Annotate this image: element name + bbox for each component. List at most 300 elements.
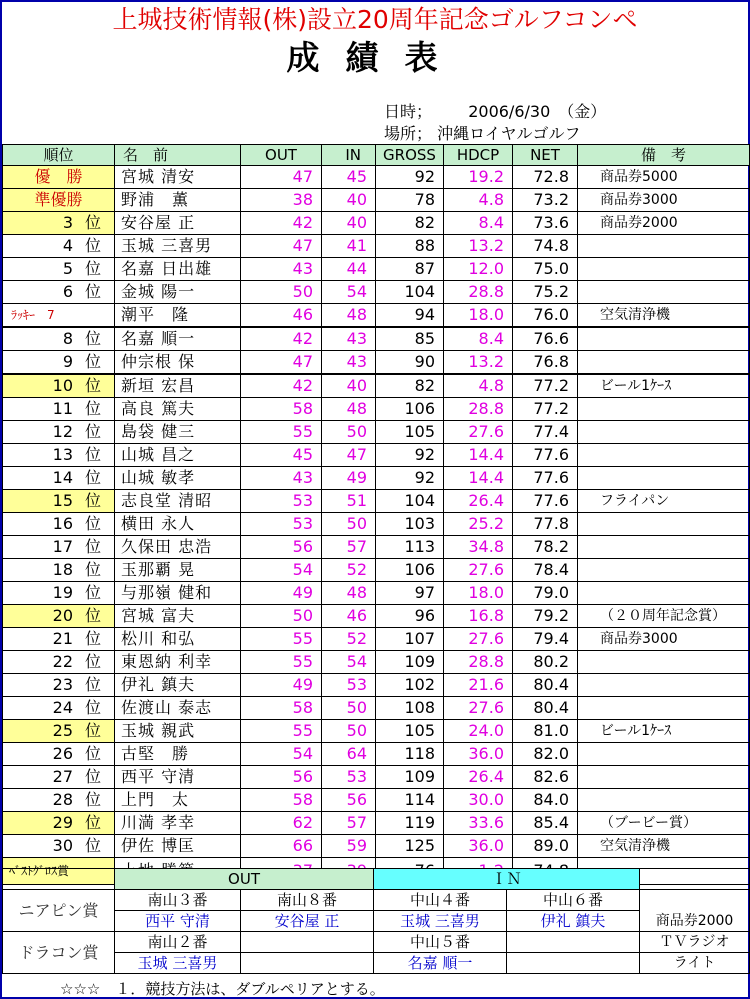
handicap: 26.4 [444,766,513,789]
col-notes: 備 考 [578,145,750,166]
prize-note: 商品券2000 [578,212,750,235]
player-name: 横田 永人 [115,513,241,536]
rank-number: 20 [52,606,73,625]
rank-suffix: 位 [85,836,102,855]
prize-note [578,513,750,536]
rank-suffix: 位 [85,352,102,371]
table-row [3,605,750,628]
in-score: 49 [322,467,376,490]
table-row [3,327,750,351]
in-score: 41 [322,235,376,258]
gross-score: 92 [376,444,444,467]
rank-cell [3,235,115,258]
rank-number: 6 [62,282,73,301]
rank-suffix: 位 [85,675,102,694]
rank-cell [3,212,115,235]
net-score: 79.4 [513,628,578,651]
gross-score: 96 [376,605,444,628]
table-row [3,536,750,559]
prize-note [578,398,750,421]
awards-out-header: OUT [115,869,374,890]
rank-number: 5 [62,259,73,278]
page-title: 上城技術情報(株)設立20周年記念ゴルフコンペ [112,5,638,34]
net-score: 73.2 [513,189,578,212]
nearpin-winner: 伊礼 鎮夫 [507,911,640,932]
table-row [3,582,750,605]
out-score: 46 [241,304,322,328]
net-score: 77.6 [513,490,578,513]
handicap: 13.2 [444,235,513,258]
handicap: 24.0 [444,720,513,743]
date-label: 日時； [384,102,433,121]
drive-winner: 玉城 三喜男 [115,953,241,974]
handicap: 4.8 [444,189,513,212]
rank-number: 18 [52,560,73,579]
table-row [3,304,750,328]
rank-number: 19 [52,583,73,602]
nearpin-winners-row [3,911,750,932]
place-value: 沖縄ロイヤルゴルフ [437,124,581,143]
handicap: 25.2 [444,513,513,536]
in-score: 57 [322,536,376,559]
in-score: 51 [322,490,376,513]
table-row [3,421,750,444]
player-name: 島袋 健三 [115,421,241,444]
gross-score: 105 [376,421,444,444]
in-score: 50 [322,720,376,743]
out-score: 56 [241,766,322,789]
net-score: 89.0 [513,835,578,858]
rank-cell [3,327,115,351]
nearpin-hole: 南山３番 [115,890,241,911]
player-name: 高良 篤夫 [115,398,241,421]
out-score: 55 [241,720,322,743]
player-name: 安谷屋 正 [115,212,241,235]
rank-cell: ﾍﾞｽﾄｸﾞﾛｽ賞 [3,858,115,885]
net-score: 76.8 [513,351,578,375]
in-score: 45 [322,166,376,189]
prize-note: 空気清浄機 [578,304,750,328]
prize-note [578,351,750,375]
prize-note: 商品券3000 [578,189,750,212]
gross-score: 106 [376,398,444,421]
in-score: 50 [322,421,376,444]
place-label: 場所； [384,124,433,143]
player-name: 名嘉 日出雄 [115,258,241,281]
prize-note: （２０周年記念賞） [578,605,750,628]
rank-cell: ﾗｯｷｰ 7 [3,304,115,328]
col-in: IN [322,145,376,166]
out-score: 50 [241,605,322,628]
net-score: 77.6 [513,467,578,490]
in-score: 44 [322,258,376,281]
event-date [384,102,606,122]
handicap: 14.4 [444,467,513,490]
rank-cell [3,490,115,513]
in-score: 46 [322,605,376,628]
rank-cell [3,697,115,720]
rank-cell [3,559,115,582]
in-score: 53 [322,674,376,697]
drive-hole: 南山２番 [115,932,241,953]
rank-cell [3,628,115,651]
table-row [3,258,750,281]
out-score: 53 [241,490,322,513]
handicap: 8.4 [444,212,513,235]
gross-score: 82 [376,374,444,398]
nearpin-label: ニアピン賞 [3,890,115,932]
rank-number: 14 [52,468,73,487]
rank-suffix: 位 [85,560,102,579]
table-row [3,444,750,467]
handicap: 27.6 [444,628,513,651]
table-row [3,351,750,375]
player-name: 東恩納 利幸 [115,651,241,674]
prize-note [578,789,750,812]
handicap: 33.6 [444,812,513,835]
player-name: 玉那覇 晃 [115,559,241,582]
player-name: 佐渡山 泰志 [115,697,241,720]
in-score: 43 [322,327,376,351]
rank-suffix: 位 [85,213,102,232]
rank-cell [3,743,115,766]
net-score: 78.4 [513,559,578,582]
prize-note [578,582,750,605]
rank-suffix: 位 [85,606,102,625]
nearpin-winner: 西平 守清 [115,911,241,932]
in-score: 50 [322,697,376,720]
in-score: 56 [322,789,376,812]
gross-score: 90 [376,351,444,375]
rank-number: 11 [52,399,73,418]
net-score: 75.2 [513,281,578,304]
rank-number: 26 [52,744,73,763]
net-score: 77.4 [513,421,578,444]
player-name: 古堅 勝 [115,743,241,766]
in-score: 52 [322,559,376,582]
handicap: 18.0 [444,582,513,605]
net-score: 77.6 [513,444,578,467]
table-row [3,789,750,812]
table-row [3,697,750,720]
handicap: 27.6 [444,421,513,444]
table-row [3,374,750,398]
rank-suffix: 位 [85,652,102,671]
out-score: 54 [241,743,322,766]
rank-number: 27 [52,767,73,786]
player-name: 与那嶺 健和 [115,582,241,605]
rank-number: 13 [52,445,73,464]
rank-cell [3,835,115,858]
rank-cell [3,605,115,628]
out-score: 47 [241,235,322,258]
table-row [3,235,750,258]
table-row [3,559,750,582]
handicap: 27.6 [444,559,513,582]
handicap: 30.0 [444,789,513,812]
out-score: 47 [241,166,322,189]
rank-suffix: 位 [85,445,102,464]
gross-score: 109 [376,651,444,674]
out-score: 53 [241,513,322,536]
gross-score: 88 [376,235,444,258]
table-row [3,212,750,235]
rank-cell [3,812,115,835]
event-place [384,124,580,144]
player-name: 潮平 隆 [115,304,241,328]
table-row [3,398,750,421]
net-score: 84.0 [513,789,578,812]
in-score: 40 [322,374,376,398]
handicap: 28.8 [444,651,513,674]
gross-score: 87 [376,258,444,281]
drive-winners-row [3,953,750,974]
prize-note [578,467,750,490]
rank-number: 8 [62,329,73,348]
rank-cell [3,536,115,559]
rank-cell [3,281,115,304]
table-row [3,812,750,835]
rank-suffix: 位 [85,790,102,809]
col-rank: 順位 [3,145,115,166]
in-score: 64 [322,743,376,766]
col-name: 名 前 [115,145,241,166]
net-score: 77.2 [513,374,578,398]
handicap: 26.4 [444,490,513,513]
table-row [3,835,750,858]
table-row [3,467,750,490]
nearpin-winner: 安谷屋 正 [241,911,374,932]
gross-score: 94 [376,304,444,328]
prize-note [578,258,750,281]
in-score: 40 [322,212,376,235]
out-score: 42 [241,374,322,398]
out-score: 55 [241,651,322,674]
player-name: 金城 陽一 [115,281,241,304]
rank-suffix: 位 [85,259,102,278]
gross-score: 102 [376,674,444,697]
player-name: 西平 守清 [115,766,241,789]
player-name: 上門 太 [115,789,241,812]
rank-number: 24 [52,698,73,717]
rank-suffix: 位 [85,376,102,395]
drive-holes-row [3,932,750,953]
gross-score: 85 [376,327,444,351]
rank-number: 25 [52,721,73,740]
rank-suffix: 位 [85,399,102,418]
handicap: 8.4 [444,327,513,351]
rank-suffix: 位 [85,329,102,348]
rank-suffix: 位 [85,537,102,556]
handicap: 36.0 [444,743,513,766]
prize-note [578,235,750,258]
rank-cell [3,444,115,467]
in-score: 54 [322,651,376,674]
net-score: 81.0 [513,720,578,743]
table-row [3,651,750,674]
handicap: 27.6 [444,697,513,720]
prize-note [578,674,750,697]
player-name: 宮城 清安 [115,166,241,189]
rank-suffix: 位 [85,629,102,648]
prize-note: ビール1ｹｰｽ [578,374,750,398]
handicap: 4.8 [444,374,513,398]
rank-suffix: 位 [85,514,102,533]
player-name: 宮城 富夫 [115,605,241,628]
results-body [3,166,750,885]
rank-number: 30 [52,836,73,855]
handicap: 21.6 [444,674,513,697]
prize-note [578,536,750,559]
prize-note: 商品券3000 [578,628,750,651]
table-row [3,281,750,304]
gross-score: 78 [376,189,444,212]
table-row [3,720,750,743]
out-score: 43 [241,258,322,281]
player-name: 山城 敏孝 [115,467,241,490]
rank-cell: 優 勝 [3,166,115,189]
prize-note: （ブービー賞） [578,812,750,835]
player-name: 野浦 薫 [115,189,241,212]
gross-score: 125 [376,835,444,858]
rank-suffix: 位 [85,282,102,301]
footer-note: ☆☆☆ １．競技方法は、ダブルペリアとする。 [60,980,385,998]
gross-score: 108 [376,697,444,720]
gross-score: 113 [376,536,444,559]
player-name: 川満 孝幸 [115,812,241,835]
table-row [3,513,750,536]
out-score: 66 [241,835,322,858]
table-row [3,490,750,513]
table-row [3,166,750,189]
player-name: 名嘉 順一 [115,327,241,351]
net-score: 82.6 [513,766,578,789]
gross-score: 109 [376,766,444,789]
handicap: 16.8 [444,605,513,628]
prize-note [578,697,750,720]
prize-note: 空気清浄機 [578,835,750,858]
nearpin-prize: 商品券2000 [640,890,750,932]
in-score: 48 [322,398,376,421]
gross-score: 118 [376,743,444,766]
prize-note: 商品券5000 [578,166,750,189]
net-score: 80.4 [513,697,578,720]
in-score: 43 [322,351,376,375]
page-subtitle: 成績表 [286,38,464,77]
table-row [3,628,750,651]
rank-number: 22 [52,652,73,671]
prize-note [578,421,750,444]
rank-suffix: 位 [85,813,102,832]
handicap: 28.8 [444,398,513,421]
out-score: 42 [241,212,322,235]
gross-score: 97 [376,582,444,605]
net-score: 77.8 [513,513,578,536]
player-name: 玉城 親武 [115,720,241,743]
handicap: 13.2 [444,351,513,375]
gross-score: 107 [376,628,444,651]
awards-header-row [3,869,750,890]
out-score: 43 [241,467,322,490]
out-score: 38 [241,189,322,212]
prize-note [578,766,750,789]
rank-cell [3,398,115,421]
rank-number: 15 [52,491,73,510]
table-row [3,766,750,789]
drive-prize-line2: ライト [640,953,750,974]
prize-note [578,559,750,582]
out-score: 47 [241,351,322,375]
handicap: 36.0 [444,835,513,858]
rank-cell [3,374,115,398]
out-score: 55 [241,421,322,444]
player-name: 山城 昌之 [115,444,241,467]
table-row [3,189,750,212]
net-score: 73.6 [513,212,578,235]
prize-note: フライパン [578,490,750,513]
net-score: 85.4 [513,812,578,835]
col-gross: GROSS [376,145,444,166]
player-name: 志良堂 清昭 [115,490,241,513]
net-score: 76.0 [513,304,578,328]
rank-number: 23 [52,675,73,694]
header-row [3,145,750,166]
drive-prize-line1: ＴＶラジオ [640,932,750,953]
out-score: 49 [241,674,322,697]
rank-cell [3,766,115,789]
rank-suffix: 位 [85,698,102,717]
rank-number: 4 [62,236,73,255]
rank-suffix: 位 [85,744,102,763]
results-table [2,144,750,885]
handicap: 34.8 [444,536,513,559]
nearpin-holes-row [3,890,750,911]
out-score: 50 [241,281,322,304]
gross-score: 82 [376,212,444,235]
drive-label: ドラコン賞 [3,932,115,974]
nearpin-winner: 玉城 三喜男 [374,911,507,932]
gross-score: 114 [376,789,444,812]
rank-cell [3,351,115,375]
drive-winner: 名嘉 順一 [374,953,507,974]
in-score: 59 [322,835,376,858]
out-score: 58 [241,697,322,720]
in-score: 50 [322,513,376,536]
handicap: 28.8 [444,281,513,304]
player-name: 伊礼 鎮夫 [115,674,241,697]
prize-note [578,281,750,304]
prize-note [578,444,750,467]
rank-cell [3,720,115,743]
out-score: 56 [241,536,322,559]
rank-cell [3,674,115,697]
rank-number: 21 [52,629,73,648]
rank-cell [3,789,115,812]
gross-score: 105 [376,720,444,743]
out-score: 45 [241,444,322,467]
awards-table [2,868,750,974]
col-net: NET [513,145,578,166]
in-score: 57 [322,812,376,835]
gross-score: 104 [376,490,444,513]
player-name: 久保田 忠浩 [115,536,241,559]
col-hdcp: HDCP [444,145,513,166]
in-score: 48 [322,582,376,605]
rank-number: 10 [52,376,73,395]
net-score: 79.2 [513,605,578,628]
gross-score: 103 [376,513,444,536]
handicap: 12.0 [444,258,513,281]
